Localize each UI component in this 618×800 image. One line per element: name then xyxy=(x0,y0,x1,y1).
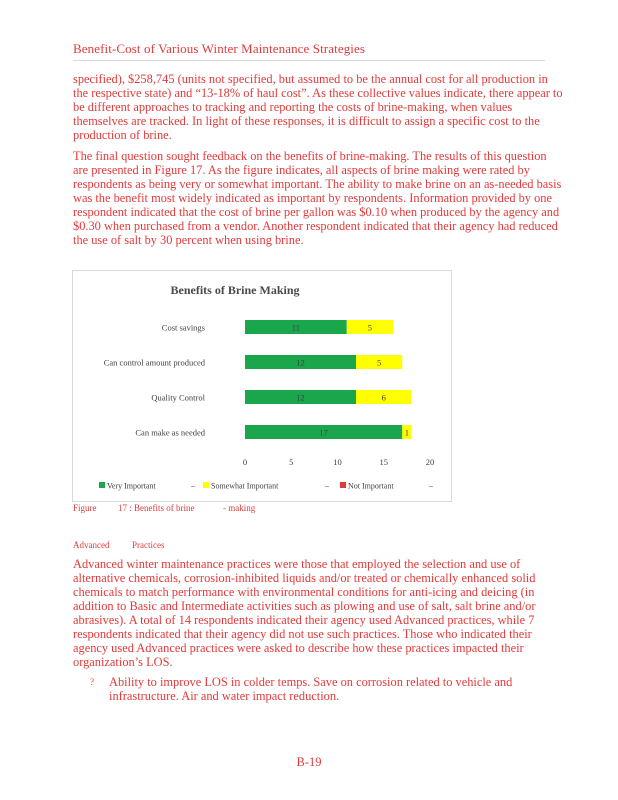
legend-label: Somewhat Important xyxy=(211,481,279,491)
legend-dash: – xyxy=(325,481,329,491)
section-heading-word-1: Advanced xyxy=(73,540,110,550)
paragraph-brine-costs: specified), $258,745 (units not specified, but assumed to be the annual cost for all production in the respective state) and “13-18% of haul cost”. As these collective values indicate, there appear to be different approaches to tracking and reporting the costs of brine-making, when values themselves are tracked. In light of these responses, it is difficult to assign a specific cost to the production of brine. xyxy=(73,72,563,142)
x-tick-label: 20 xyxy=(425,457,435,467)
data-label: 12 xyxy=(296,392,305,403)
caption-figure-number: 17 xyxy=(118,503,127,513)
paragraph-advanced-practices: Advanced winter maintenance practices were those that employed the selection and use of alternative chemicals, corrosion-inhibited liquids and/or treated or chemically enhanced solid chemicals to match performance with environmental conditions for anti-icing and deicing (in addition to Basic and Intermediate activities such as plowing and use of salt, salt brine and/or abrasives). A total of 14 respondents indicated their agency used Advanced practices, while 7 respondents indicated that their agency did not use such practices. Those who indicated their agency used Advanced practices were asked to describe how these practices impacted their organization’s LOS. xyxy=(73,557,536,669)
header-divider xyxy=(73,60,545,61)
legend-swatch xyxy=(340,482,346,488)
data-label: 11 xyxy=(291,322,300,333)
legend-dash: – xyxy=(429,481,433,491)
section-heading-word-2: Practices xyxy=(131,540,165,550)
data-label: 6 xyxy=(381,392,386,403)
figure-caption xyxy=(73,503,255,513)
category-label: Quality Control xyxy=(151,392,205,403)
bullet-marker: ? xyxy=(90,677,94,687)
paragraph-brine-benefits: The final question sought feedback on the benefits of brine-making. The results of this question are presented in Figure 17. As the figure indicates, all aspects of brine making were rated by respondents as being very or somewhat important. The ability to make brine on an as-needed basis was the benefit most widely indicated as important by respondents. Information provided by one respondent indicated that the cost of brine per gallon was $0.10 when produced by the agency and $0.30 when purchased from a vendor. Another respondent indicated that their agency had reduced the use of salt by 30 percent when using brine. xyxy=(73,149,562,247)
data-label: 17 xyxy=(319,427,328,438)
data-label: 5 xyxy=(377,357,382,368)
category-label: Cost savings xyxy=(161,322,205,333)
data-label: 1 xyxy=(404,427,409,438)
legend-label: Not Important xyxy=(348,481,394,491)
legend-label: Very Important xyxy=(107,481,156,491)
category-label: Can make as needed xyxy=(135,427,205,438)
benefits-chart xyxy=(72,270,452,502)
x-tick-label: 15 xyxy=(379,457,388,467)
data-label: 12 xyxy=(296,357,305,368)
chart-title: Benefits of Brine Making xyxy=(170,283,300,297)
page-header: Benefit-Cost of Various Winter Maintenance Strategies xyxy=(73,41,366,56)
caption-figure-suffix: - making xyxy=(222,503,256,513)
section-heading-advanced-practices xyxy=(73,540,164,550)
x-tick-label: 10 xyxy=(333,457,342,467)
legend-swatch xyxy=(203,482,209,488)
chart-plot-area xyxy=(104,320,435,467)
caption-figure-text: : Benefits of brine xyxy=(129,503,195,513)
page-number: B-19 xyxy=(296,755,322,769)
data-label: 5 xyxy=(367,322,372,333)
category-label: Can control amount produced xyxy=(103,357,205,368)
x-tick-label: 0 xyxy=(242,457,248,467)
x-tick-label: 5 xyxy=(289,457,294,467)
caption-figure-word: Figure xyxy=(73,503,97,513)
bullet-text: Ability to improve LOS in colder temps. Save on corrosion related to vehicle and infrastructure. Air and water impact reduction. xyxy=(109,675,513,703)
legend-dash: – xyxy=(191,481,195,491)
legend-swatch xyxy=(99,482,105,488)
benefits-chart-svg xyxy=(73,271,451,501)
chart-legend xyxy=(99,482,434,491)
